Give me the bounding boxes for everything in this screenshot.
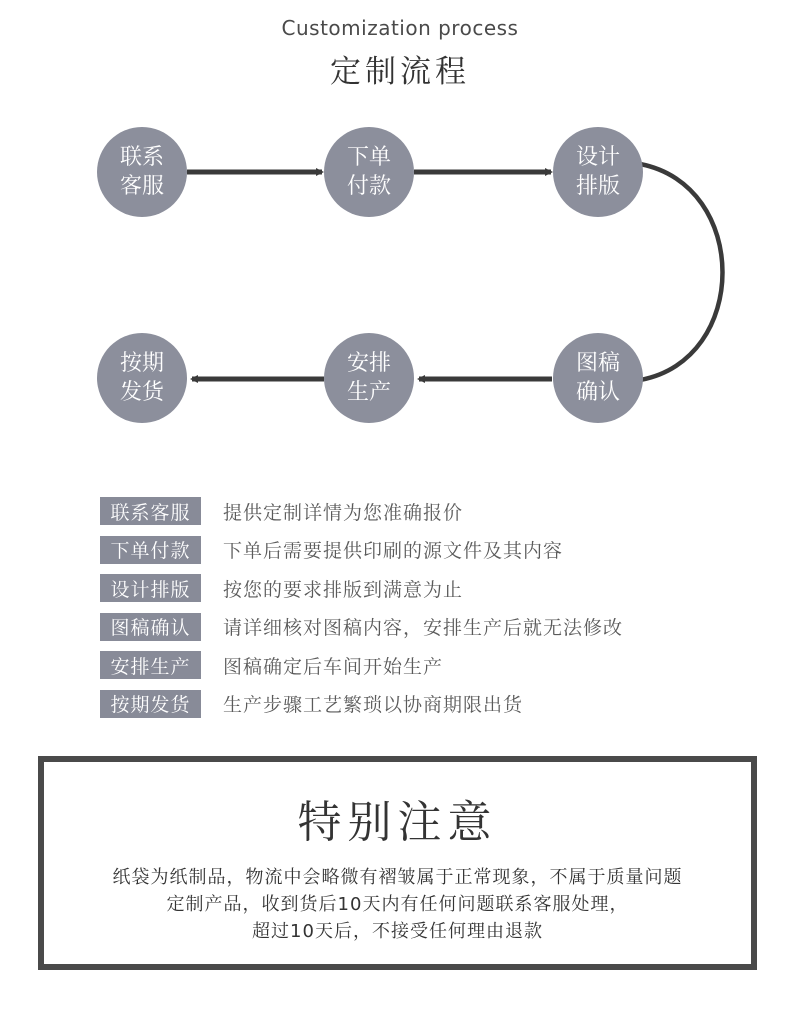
node-arrange-production — [324, 333, 414, 423]
node-label: 按期发货 — [119, 351, 164, 405]
step-description: 提供定制详情为您准确报价 — [223, 501, 464, 524]
step-tag: 安排生产 — [100, 651, 201, 679]
step-row — [100, 646, 623, 685]
node-draft-confirm — [553, 333, 643, 423]
edge-design-to-confirm — [640, 164, 723, 380]
step-description: 图稿确定后车间开始生产 — [223, 655, 444, 678]
node-order-payment — [324, 127, 414, 217]
step-row — [100, 569, 623, 608]
node-scheduled-shipping — [97, 333, 187, 423]
notice-line: 定制产品，收到货后10天内有任何问题联系客服处理， — [166, 894, 629, 915]
step-row — [100, 685, 623, 724]
step-tag: 联系客服 — [100, 497, 201, 525]
notice-line: 纸袋为纸制品，物流中会略微有褶皱属于正常现象，不属于质量问题 — [112, 867, 683, 888]
notice-box — [38, 756, 757, 970]
title-english: Customization process — [281, 16, 519, 40]
step-tag: 图稿确认 — [100, 613, 201, 641]
step-row — [100, 608, 623, 647]
step-row — [100, 492, 623, 531]
notice-body — [44, 864, 751, 945]
node-label: 安排生产 — [346, 351, 391, 405]
node-design-layout — [553, 127, 643, 217]
notice-line: 超过10天后，不接受任何理由退款 — [252, 921, 543, 942]
step-description: 请详细核对图稿内容，安排生产后就无法修改 — [223, 617, 624, 640]
node-label: 设计排版 — [575, 145, 620, 199]
step-description: 生产步骤工艺繁琐以协商期限出货 — [223, 694, 524, 717]
step-tag: 按期发货 — [100, 690, 201, 718]
step-description: 按您的要求排版到满意为止 — [223, 578, 464, 601]
node-label: 图稿确认 — [575, 351, 620, 405]
title-chinese: 定制流程 — [330, 54, 470, 90]
step-tag: 设计排版 — [100, 574, 201, 602]
steps-list — [100, 492, 623, 723]
node-label: 联系客服 — [119, 145, 164, 199]
step-description: 下单后需要提供印刷的源文件及其内容 — [223, 540, 564, 563]
node-label: 下单付款 — [346, 145, 391, 199]
notice-title: 特别注意 — [297, 797, 498, 848]
step-tag: 下单付款 — [100, 536, 201, 564]
step-row — [100, 531, 623, 570]
node-contact-service — [97, 127, 187, 217]
